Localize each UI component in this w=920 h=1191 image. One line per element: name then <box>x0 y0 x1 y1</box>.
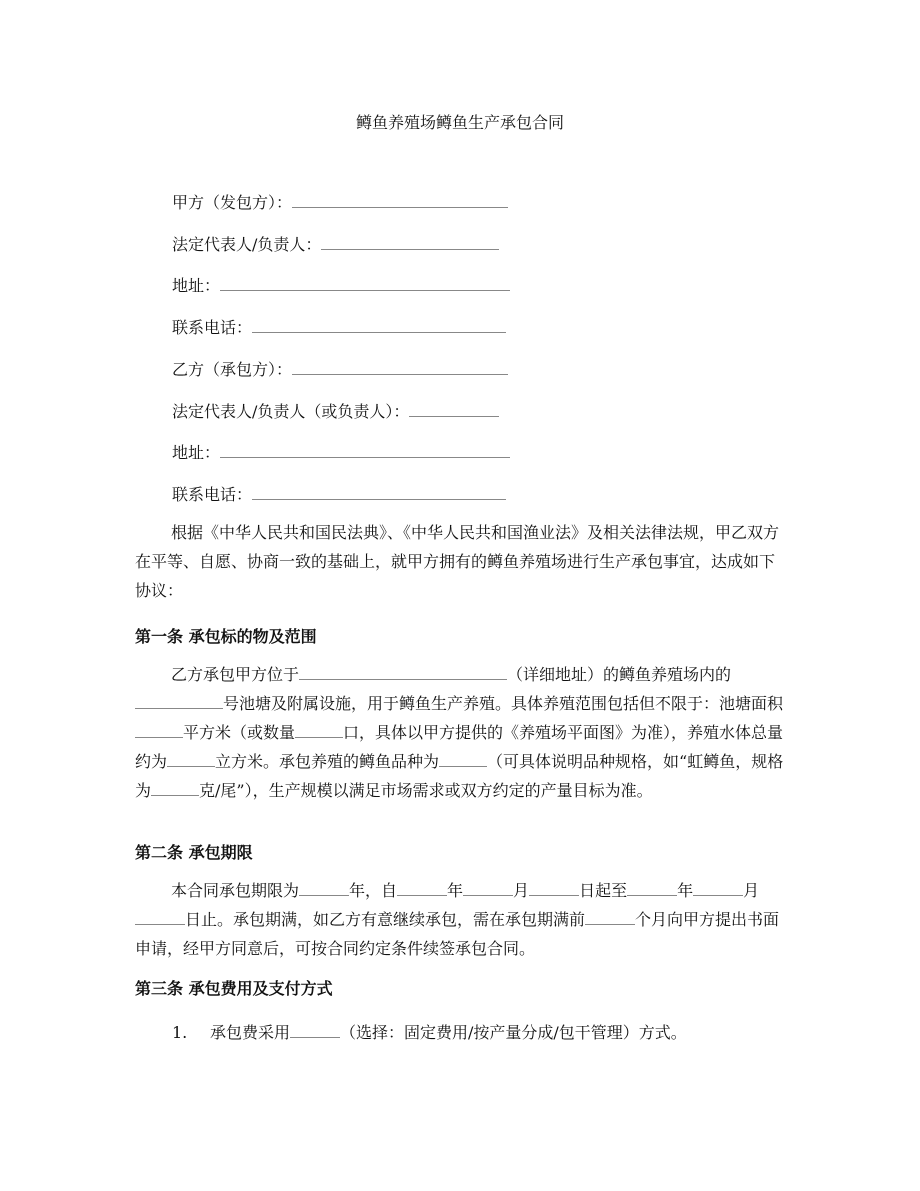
section-1-heading: 第一条 承包标的物及范围 <box>135 627 317 646</box>
party-b-representative-field <box>172 399 499 422</box>
blank-line[interactable] <box>409 402 499 417</box>
text: 日止。承包期满，如乙方有意继续承包，需在承包期满前 <box>185 910 586 929</box>
section-2-paragraph <box>135 876 787 963</box>
field-label: 法定代表人/负责人（或负责人）： <box>172 402 410 421</box>
section-2-heading: 第二条 承包期限 <box>135 843 253 862</box>
blank-line[interactable] <box>135 723 183 738</box>
blank-line[interactable] <box>321 235 499 250</box>
text: 口，具体以甲方提供的《养殖场平面图》为准），养殖水体总量约为 <box>135 723 784 771</box>
blank-line[interactable] <box>585 910 635 925</box>
text: 号池塘及附属设施，用于鳟鱼生产养殖。具体养殖范围包括但不限于：池塘面积 <box>223 694 784 713</box>
field-label: 联系电话： <box>172 318 253 337</box>
party-a-name-field <box>172 190 508 213</box>
blank-line[interactable] <box>463 881 513 896</box>
field-label: 甲方（发包方）： <box>172 193 293 212</box>
party-a-address-field <box>172 273 510 296</box>
text: 个月向甲方提出书面申请，经甲方同意后，可按合同约定条件续签承包合同。 <box>135 910 780 958</box>
text: （可具体说明品种规格，如“虹鳟鱼，规格为 <box>135 752 784 800</box>
item-number: 1. <box>172 1023 188 1042</box>
text: 承包费采用 <box>210 1023 291 1042</box>
blank-line[interactable] <box>397 881 447 896</box>
text: 立方米。承包养殖的鳟鱼品种为 <box>215 752 440 771</box>
blank-line[interactable] <box>220 276 510 291</box>
blank-line[interactable] <box>299 881 349 896</box>
blank-line[interactable] <box>299 665 507 680</box>
blank-line[interactable] <box>135 694 223 709</box>
blank-line[interactable] <box>220 443 510 458</box>
party-a-phone-field <box>172 315 506 338</box>
blank-line[interactable] <box>151 781 199 796</box>
field-label: 法定代表人/负责人： <box>172 235 322 254</box>
text: 日起至 <box>579 881 628 900</box>
blank-line[interactable] <box>292 360 508 375</box>
field-label: 乙方（承包方）： <box>172 360 293 379</box>
blank-line[interactable] <box>529 881 579 896</box>
party-b-address-field <box>172 440 510 463</box>
text: 月 <box>743 881 760 900</box>
field-label: 地址： <box>172 276 221 295</box>
party-b-phone-field <box>172 482 506 505</box>
text: 乙方承包甲方位于 <box>171 665 300 684</box>
section-3-item-1 <box>172 1020 687 1043</box>
text: 年，自 <box>349 881 398 900</box>
blank-line[interactable] <box>135 910 185 925</box>
party-b-name-field <box>172 357 508 380</box>
blank-line[interactable] <box>295 723 343 738</box>
text: （选择：固定费用/按产量分成/包干管理）方式。 <box>340 1023 687 1042</box>
text: （详细地址）的鳟鱼养殖场内的 <box>507 665 732 684</box>
party-a-representative-field <box>172 232 499 255</box>
blank-line[interactable] <box>167 752 215 767</box>
blank-line[interactable] <box>627 881 677 896</box>
blank-line[interactable] <box>292 193 508 208</box>
section-1-paragraph <box>135 660 787 805</box>
preamble-paragraph <box>135 518 787 605</box>
text: 克/尾”），生产规模以满足市场需求或双方约定的产量目标为准。 <box>199 781 653 800</box>
blank-line[interactable] <box>252 485 506 500</box>
field-label: 地址： <box>172 443 221 462</box>
text: 年 <box>447 881 464 900</box>
blank-line[interactable] <box>693 881 743 896</box>
section-3-heading: 第三条 承包费用及支付方式 <box>135 979 333 998</box>
text: 平方米（或数量 <box>183 723 296 742</box>
preamble-text: 根据《中华人民共和国民法典》、《中华人民共和国渔业法》及相关法律法规，甲乙双方在平等、自愿、协商一致的基础上，就甲方拥有的鳟鱼养殖场进行生产承包事宜，达成如下协议： <box>135 523 780 600</box>
text: 本合同承包期限为 <box>171 881 300 900</box>
field-label: 联系电话： <box>172 485 253 504</box>
text: 月 <box>513 881 530 900</box>
blank-line[interactable] <box>252 318 506 333</box>
blank-line[interactable] <box>290 1023 340 1038</box>
text: 年 <box>677 881 694 900</box>
blank-line[interactable] <box>439 752 487 767</box>
document-title: 鳟鱼养殖场鳟鱼生产承包合同 <box>355 113 564 132</box>
